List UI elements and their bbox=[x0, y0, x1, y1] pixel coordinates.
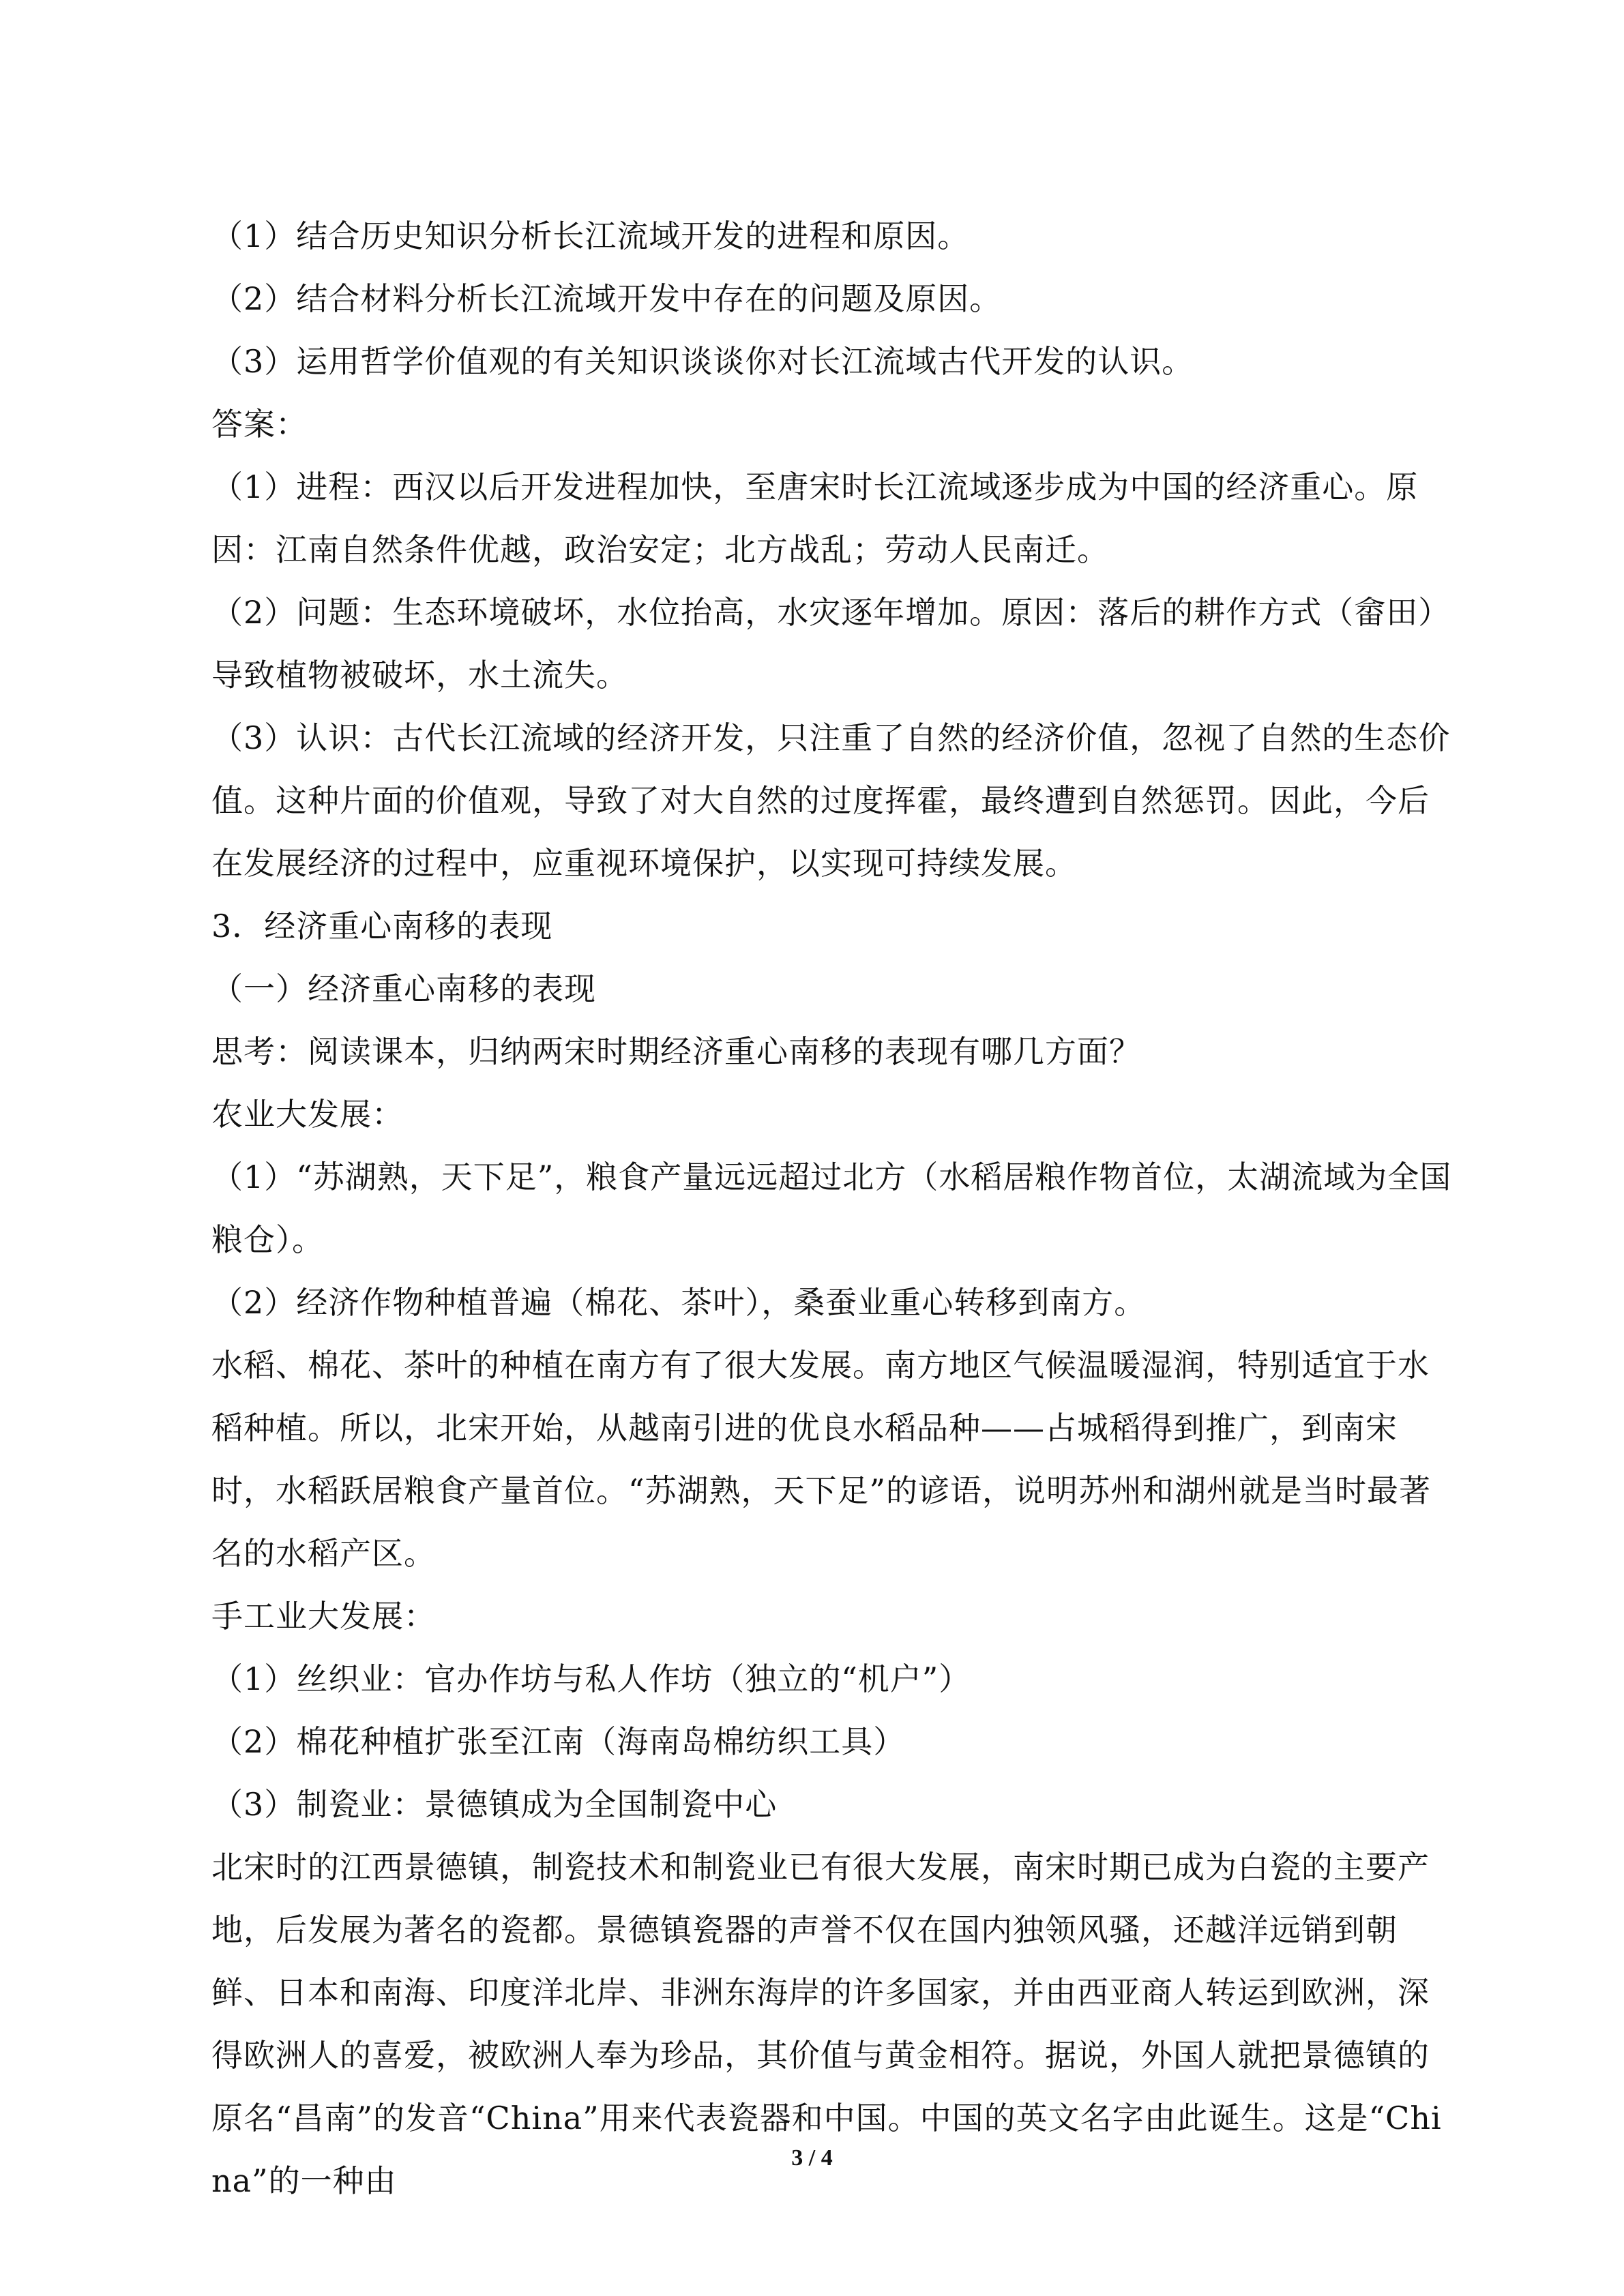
handicraft-heading: 手工业大发展： bbox=[211, 1598, 436, 1635]
handicraft-point-1: （1）丝织业：官办作坊与私人作坊（独立的“机户”） bbox=[211, 1660, 971, 1697]
document-body bbox=[211, 205, 1453, 2212]
handicraft-point-3: （3）制瓷业：景德镇成为全国制瓷中心 bbox=[211, 1786, 778, 1823]
agriculture-point-1: （1）“苏湖熟，天下足”，粮食产量远远超过北方（水稻居粮作物首位，太湖流域为全国粮仓）。 bbox=[211, 1159, 1452, 1258]
answer-heading: 答案： bbox=[211, 406, 308, 443]
section-heading: 3．经济重心南移的表现 bbox=[211, 908, 553, 944]
subsection-heading: （一）经济重心南移的表现 bbox=[211, 970, 596, 1007]
answer-3: （3）认识：古代长江流域的经济开发，只注重了自然的经济价值，忽视了自然的生态价值。这种片面的价值观，导致了对大自然的过度挥霍，最终遭到自然惩罚。因此，今后在发展经济的过程中，应重视环境保护，以实现可持续发展。 bbox=[211, 719, 1451, 882]
agriculture-paragraph: 水稻、棉花、茶叶的种植在南方有了很大发展。南方地区气候温暖湿润，特别适宜于水稻种植。所以，北宋开始，从越南引进的优良水稻品种——占城稻得到推广，到南宋时，水稻跃居粮食产量首位。“苏湖熟，天下足”的谚语，说明苏州和湖州就是当时最著名的水稻产区。 bbox=[211, 1347, 1432, 1572]
question-3: （3）运用哲学价值观的有关知识谈谈你对长江流域古代开发的认识。 bbox=[211, 343, 1194, 380]
agriculture-heading: 农业大发展： bbox=[211, 1096, 404, 1133]
question-2: （2）结合材料分析长江流域开发中存在的问题及原因。 bbox=[211, 280, 1002, 317]
question-1: （1）结合历史知识分析长江流域开发的进程和原因。 bbox=[211, 218, 970, 254]
agriculture-point-2: （2）经济作物种植普遍（棉花、茶叶），桑蚕业重心转移到南方。 bbox=[211, 1284, 1147, 1321]
page-number: 3 / 4 bbox=[791, 2145, 833, 2171]
answer-2: （2）问题：生态环境破坏，水位抬高，水灾逐年增加。原因：落后的耕作方式（畲田）导致植物被破坏，水土流失。 bbox=[211, 594, 1451, 694]
handicraft-point-2: （2）棉花种植扩张至江南（海南岛棉纺织工具） bbox=[211, 1723, 906, 1760]
thinking-prompt: 思考：阅读课本，归纳两宋时期经济重心南移的表现有哪几方面？ bbox=[211, 1033, 1141, 1070]
answer-1: （1）进程：西汉以后开发进程加快，至唐宋时长江流域逐步成为中国的经济重心。原因：江南自然条件优越，政治安定；北方战乱；劳动人民南迁。 bbox=[211, 468, 1419, 568]
porcelain-paragraph: 北宋时的江西景德镇，制瓷技术和制瓷业已有很大发展，南宋时期已成为白瓷的主要产地，后发展为著名的瓷都。景德镇瓷器的声誉不仅在国内独领风骚，还越洋远销到朝鲜、日本和南海、印度洋北岸、非洲东海岸的许多国家，并由西亚商人转运到欧洲，深得欧洲人的喜爱，被欧洲人奉为珍品，其价值与黄金相符。据说，外国人就把景德镇的原名“昌南”的发音“China”用来代表瓷器和中国。中国的英文名字由此诞生。这是“China”的一种由 bbox=[211, 1849, 1442, 2199]
